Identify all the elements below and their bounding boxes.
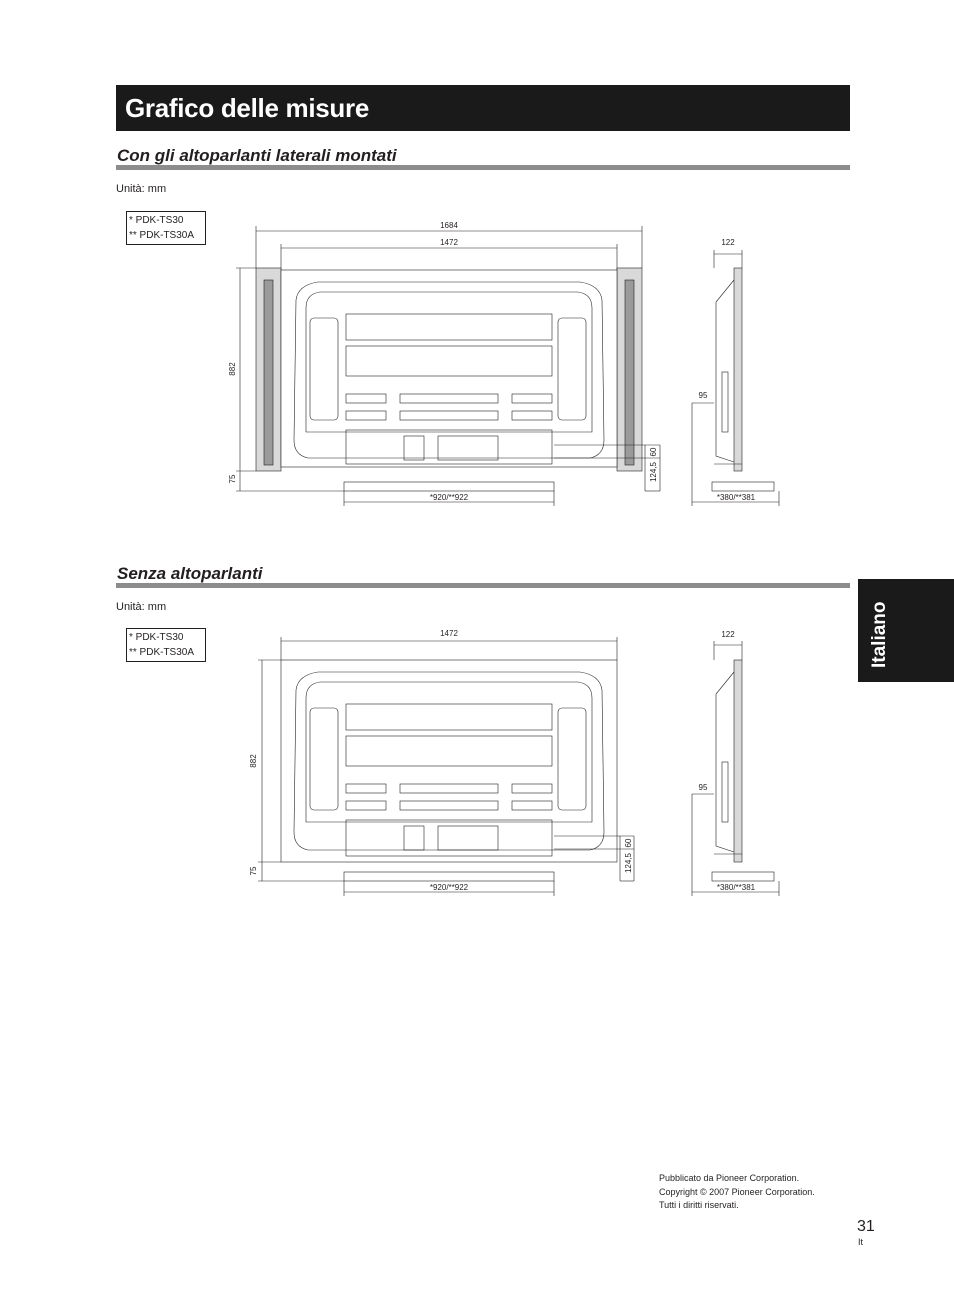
dim-overall-width: 1684: [440, 221, 458, 230]
dim-panel-width: 1472: [440, 238, 458, 247]
section-title: Senza altoparlanti: [117, 564, 263, 583]
dim-stand-height-a: 60: [649, 447, 658, 457]
dim-stand-height-b: 124,5: [624, 852, 633, 874]
dim-bottom-offset: 75: [249, 866, 258, 876]
language-tab-label: Italiano: [869, 601, 890, 668]
page-number: 31: [857, 1218, 875, 1235]
dim-stand-width: *920/**922: [429, 883, 469, 892]
legend-item: * PDK-TS30: [129, 632, 184, 643]
dim-height: 882: [228, 362, 237, 376]
publisher-line: Copyright © 2007 Pioneer Corporation.: [659, 1186, 815, 1197]
dim-bottom-offset: 75: [228, 474, 237, 484]
legend-item: ** PDK-TS30A: [129, 647, 195, 658]
unit-label: Unità: mm: [116, 601, 167, 613]
unit-label: Unità: mm: [116, 183, 167, 195]
language-tab: [858, 579, 954, 682]
dim-height: 882: [249, 754, 258, 768]
dim-stand-width: *920/**922: [429, 493, 469, 502]
dim-stand-depth: *380/**381: [716, 883, 756, 892]
dim-stand-depth-top: 95: [698, 783, 708, 792]
dim-side-depth: 122: [721, 630, 735, 639]
page-language-code: It: [858, 1237, 864, 1247]
dim-stand-depth-top: 95: [698, 391, 708, 400]
dim-stand-depth: *380/**381: [716, 493, 756, 502]
dim-panel-width: 1472: [440, 629, 458, 638]
dim-side-depth: 122: [721, 238, 735, 247]
dim-stand-height-b: 124,5: [649, 461, 658, 483]
publisher-note: [659, 1172, 815, 1213]
dim-stand-height-a: 60: [624, 838, 633, 848]
legend-item: * PDK-TS30: [129, 215, 184, 226]
section-title: Con gli altoparlanti laterali montati: [117, 146, 397, 165]
page-title: Grafico delle misure: [125, 93, 369, 123]
legend-item: ** PDK-TS30A: [129, 230, 195, 241]
publisher-line: Tutti i diritti riservati.: [659, 1200, 739, 1210]
publisher-line: Pubblicato da Pioneer Corporation.: [659, 1173, 800, 1183]
